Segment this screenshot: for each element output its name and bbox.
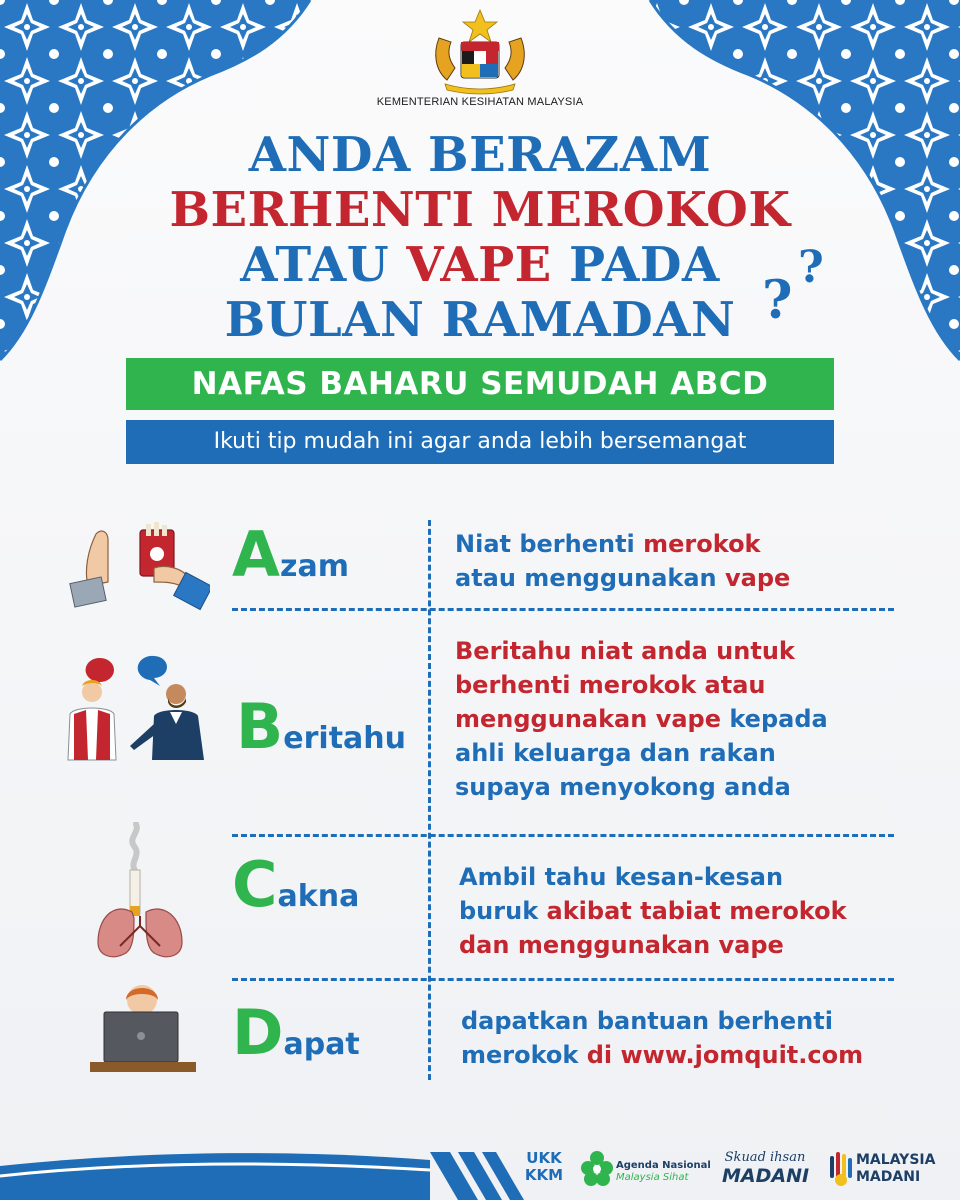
malaysia-madani-logo bbox=[856, 1152, 935, 1186]
step-a-rest: zam bbox=[279, 549, 349, 584]
skuad-madani-text: MADANI bbox=[722, 1165, 810, 1187]
headline-vape-word: VAPE bbox=[406, 237, 552, 293]
step-c-line-2 bbox=[459, 894, 847, 928]
malaysia-sihat-text: Malaysia Sihat bbox=[616, 1172, 689, 1183]
step-a-line-2 bbox=[455, 561, 790, 595]
step-a-word bbox=[232, 518, 349, 591]
ministry-name: KEMENTERIAN KESIHATAN MALAYSIA bbox=[376, 96, 584, 108]
step-a-text: atau menggunakan bbox=[455, 564, 725, 592]
headline-line-3-end: PADA bbox=[551, 237, 720, 293]
step-b-line-4: ahli keluarga dan rakan bbox=[455, 739, 776, 767]
footer-stripes bbox=[0, 1130, 960, 1200]
title-banner: NAFAS BAHARU SEMUDAH ABCD bbox=[126, 358, 834, 410]
step-d-letter: D bbox=[232, 996, 284, 1069]
question-mark-large: ? bbox=[762, 270, 793, 331]
headline bbox=[0, 128, 960, 348]
headline-line-3-part: ATAU bbox=[240, 237, 407, 293]
hibiscus-icon bbox=[580, 1148, 614, 1188]
step-a-text: Niat berhenti bbox=[455, 530, 644, 558]
step-c-word bbox=[232, 848, 359, 921]
lungs-smoke-icon bbox=[92, 822, 188, 962]
vertical-divider bbox=[428, 520, 431, 1080]
step-c-letter: C bbox=[232, 848, 278, 921]
step-d-line-1: dapatkan bantuan berhenti bbox=[461, 1007, 833, 1035]
step-b-line-5: supaya menyokong anda bbox=[455, 773, 791, 801]
ukk-text: UKK bbox=[526, 1149, 562, 1167]
people-talking-icon bbox=[58, 652, 216, 764]
step-c-description bbox=[459, 860, 847, 962]
step-a-line-1 bbox=[455, 527, 790, 561]
step-c-highlight: akibat tabiat merokok bbox=[546, 897, 847, 925]
kkm-text: KKM bbox=[524, 1166, 564, 1184]
divider-1 bbox=[232, 608, 894, 611]
step-a-highlight: merokok bbox=[643, 530, 761, 558]
agenda-nasional-text: Agenda Nasional bbox=[616, 1160, 711, 1171]
skuad-ihsan-madani-logo bbox=[722, 1150, 808, 1187]
skuad-ihsan-text: Skuad ihsan bbox=[724, 1150, 806, 1165]
step-b-letter: B bbox=[236, 690, 284, 763]
madani-emblem-icon bbox=[828, 1150, 854, 1188]
subtitle-banner: Ikuti tip mudah ini agar anda lebih bersemangat bbox=[126, 420, 834, 464]
step-d-text: merokok bbox=[461, 1041, 587, 1069]
step-c-line-1: Ambil tahu kesan-kesan bbox=[459, 863, 784, 891]
step-a-letter: A bbox=[232, 518, 280, 591]
step-d-link-text: di www.jomquit.com bbox=[586, 1041, 864, 1069]
agenda-nasional-logo bbox=[616, 1160, 711, 1184]
step-b-rest: eritahu bbox=[283, 721, 406, 756]
step-b-highlight: menggunakan vape bbox=[455, 705, 721, 733]
headline-line-1: ANDA BERAZAM bbox=[248, 127, 712, 183]
step-d-description bbox=[461, 1004, 863, 1072]
step-b-word bbox=[236, 690, 406, 763]
headline-line-2: BERHENTI MEROKOK bbox=[169, 182, 791, 238]
step-b-line-3 bbox=[455, 702, 828, 736]
question-mark-small: ? bbox=[798, 242, 824, 293]
person-at-computer-icon bbox=[90, 980, 196, 1074]
step-a-highlight: vape bbox=[725, 564, 791, 592]
malaysia-coat-of-arms-icon bbox=[425, 8, 535, 96]
step-d-rest: apat bbox=[283, 1027, 360, 1062]
step-b-line-2: berhenti merokok atau bbox=[455, 671, 766, 699]
step-b-description bbox=[455, 634, 828, 804]
malaysia-text: MALAYSIA bbox=[856, 1152, 936, 1168]
ukk-kkm-logo bbox=[522, 1150, 566, 1184]
madani-text: MADANI bbox=[856, 1169, 921, 1185]
step-d-word bbox=[232, 996, 360, 1069]
refuse-cigarette-icon bbox=[66, 520, 210, 612]
step-c-rest: akna bbox=[277, 879, 360, 914]
step-d-line-2 bbox=[461, 1038, 863, 1072]
step-c-line-3: dan menggunakan vape bbox=[459, 931, 784, 959]
step-a-description bbox=[455, 527, 790, 595]
step-b-text: kepada bbox=[721, 705, 828, 733]
divider-2 bbox=[232, 834, 894, 837]
step-b-line-1: Beritahu niat anda untuk bbox=[455, 637, 795, 665]
headline-line-4: BULAN RAMADAN bbox=[224, 292, 736, 348]
divider-3 bbox=[232, 978, 894, 981]
step-c-text: buruk bbox=[459, 897, 547, 925]
